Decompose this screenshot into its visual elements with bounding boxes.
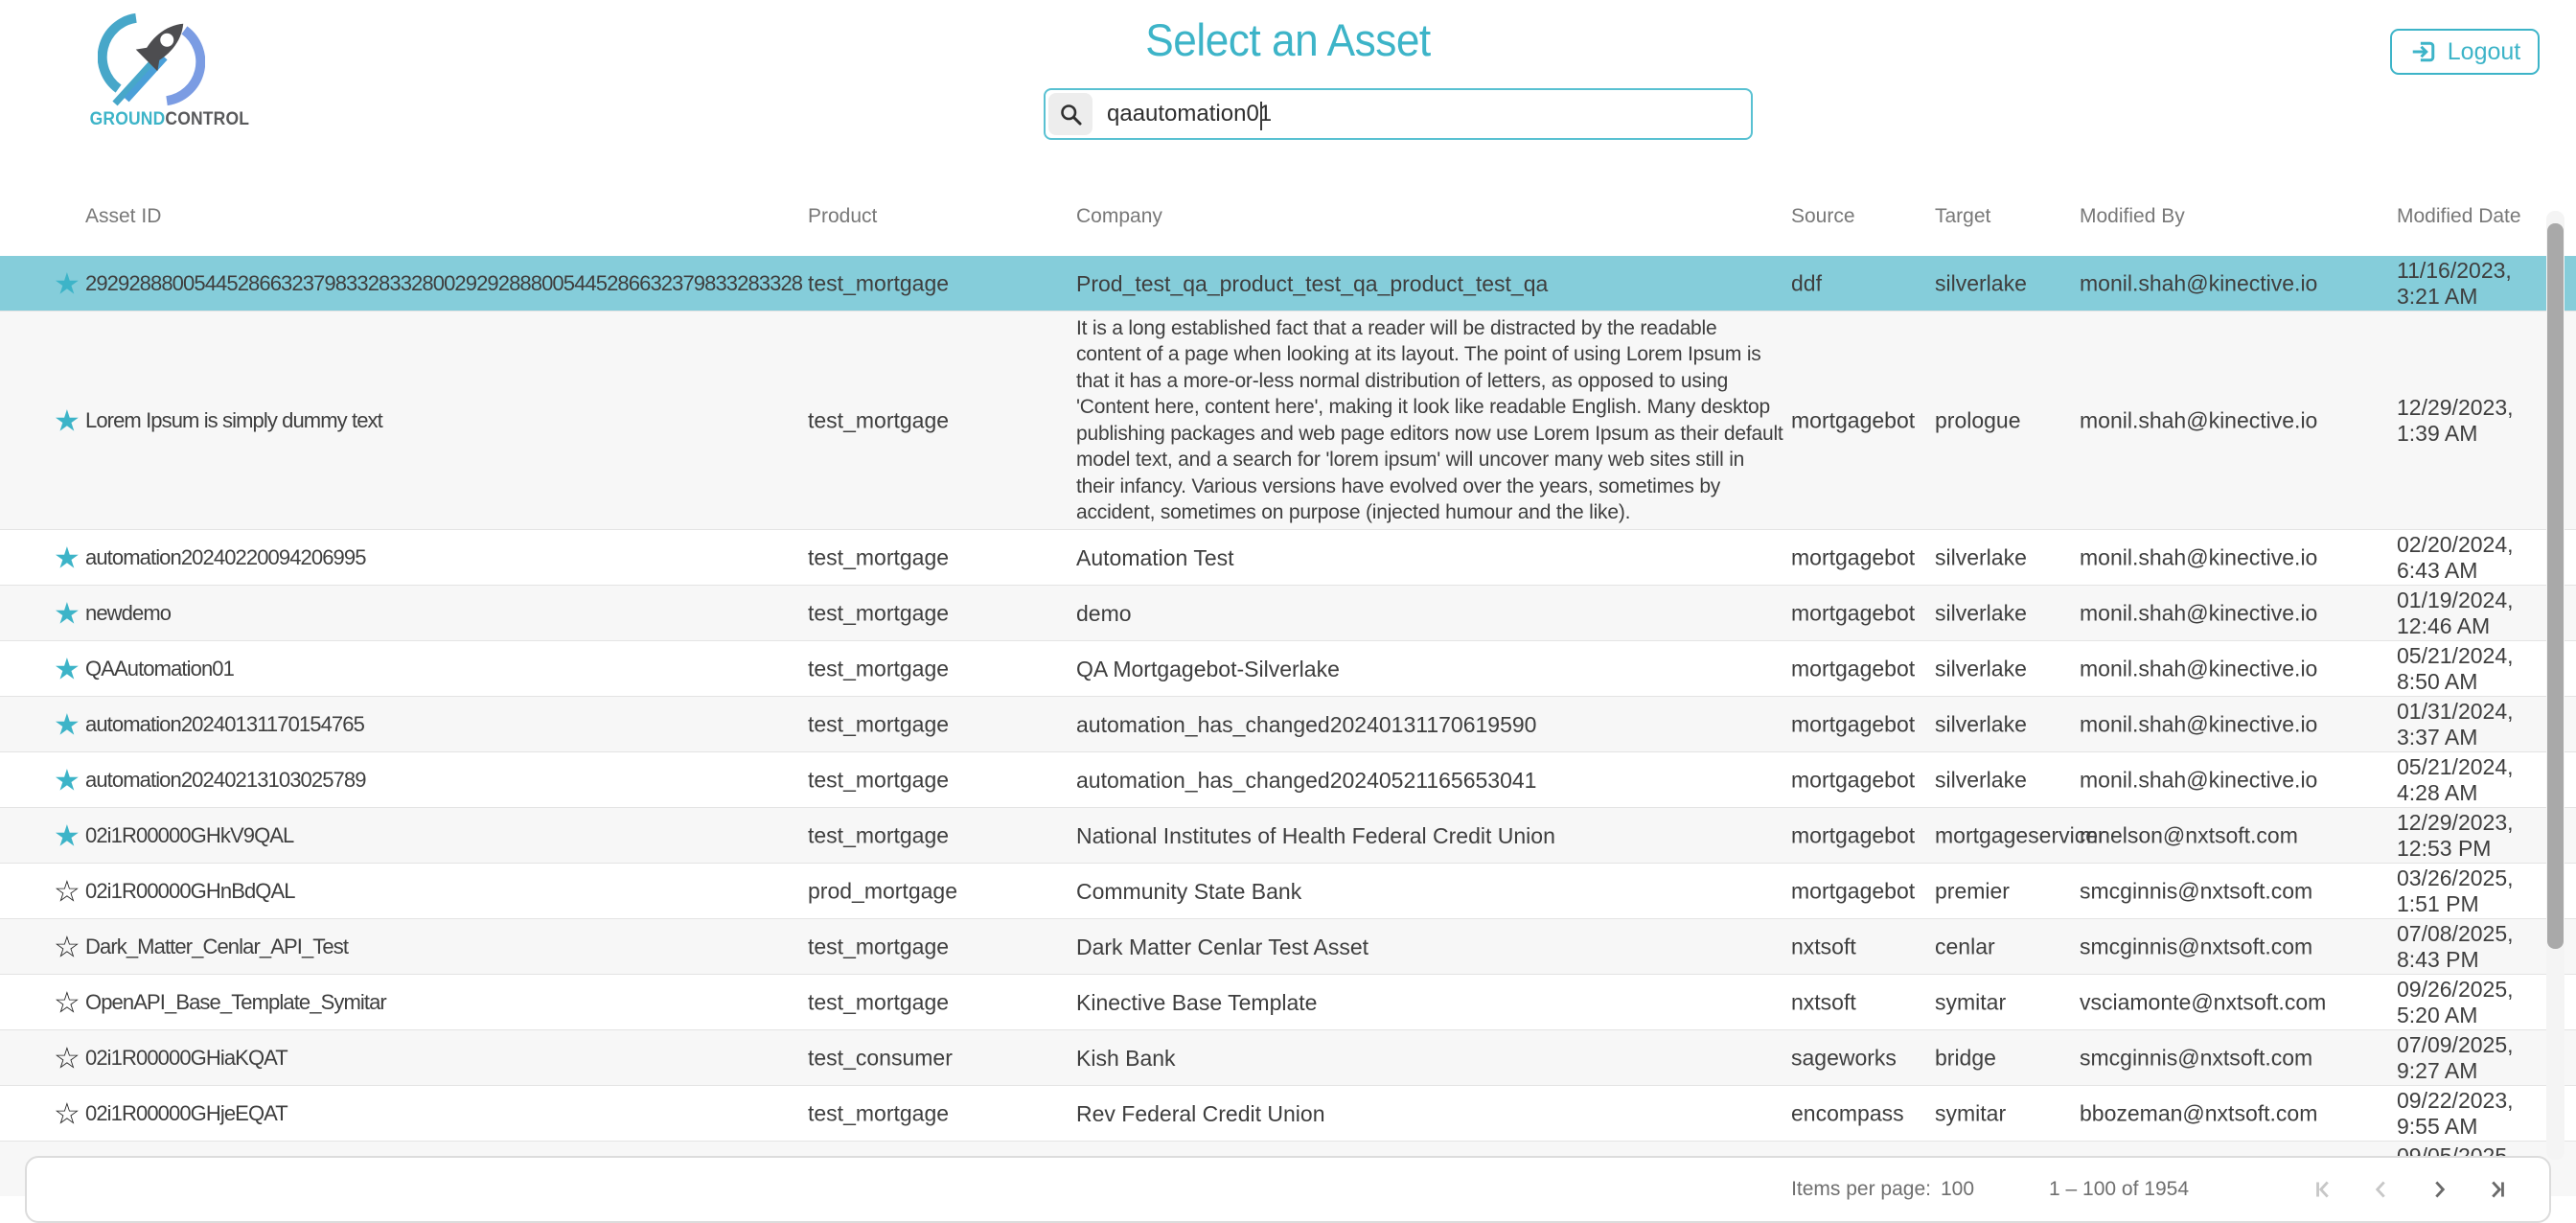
cell-modified_date: 11/16/2023, 3:21 AM — [2397, 257, 2512, 309]
favorite-star-filled-icon[interactable]: ★ — [54, 819, 80, 852]
asset-search-box — [1044, 88, 1753, 140]
favorite-star-outline-icon[interactable]: ☆ — [54, 874, 80, 908]
last-page-button[interactable] — [2482, 1175, 2511, 1204]
table-row[interactable] — [0, 640, 2576, 696]
favorite-star-filled-icon[interactable]: ★ — [54, 652, 80, 685]
cell-target: symitar — [1935, 989, 2007, 1014]
column-header-target: Target — [1935, 205, 1991, 227]
cell-modified_by: monil.shah@kinective.io — [2080, 600, 2318, 625]
table-row[interactable] — [0, 529, 2576, 585]
cell-modified_by: smcginnis@nxtsoft.com — [2080, 878, 2313, 903]
cell-product: test_mortgage — [808, 407, 950, 432]
favorite-star-outline-icon[interactable]: ☆ — [54, 1041, 80, 1074]
cell-company: Community State Bank — [1076, 878, 1302, 904]
cell-company: Prod_test_qa_product_test_qa_product_test_qa — [1076, 270, 1549, 296]
chevron-right-icon — [2426, 1176, 2452, 1203]
cell-product: test_mortgage — [808, 656, 950, 681]
cell-source: mortgagebot — [1791, 878, 1916, 903]
cell-asset_id: QAAutomation01 — [85, 656, 234, 681]
cell-modified_by: monil.shah@kinective.io — [2080, 656, 2318, 681]
cell-asset_id: 292928880054452866323798332833280029292888005445286632379833283328 — [85, 270, 803, 295]
cell-product: test_mortgage — [808, 600, 950, 625]
table-row[interactable] — [0, 311, 2576, 529]
previous-page-button[interactable] — [2367, 1175, 2396, 1204]
cell-source: mortgagebot — [1791, 767, 1916, 792]
cell-product: test_mortgage — [808, 989, 950, 1014]
next-page-button[interactable] — [2425, 1175, 2453, 1204]
table-row[interactable] — [0, 807, 2576, 863]
cell-target: cenlar — [1935, 934, 1995, 958]
cell-target: silverlake — [1935, 767, 2027, 792]
cell-source: mortgagebot — [1791, 407, 1916, 432]
cell-asset_id: newdemo — [85, 600, 172, 625]
cell-source: nxtsoft — [1791, 934, 1856, 958]
logout-label: Logout — [2447, 37, 2521, 65]
cell-company: QA Mortgagebot-Silverlake — [1076, 656, 1340, 681]
cell-product: test_mortgage — [808, 934, 950, 958]
cell-asset_id: automation20240131170154765 — [85, 711, 364, 736]
asset-table-body — [0, 256, 2576, 1196]
cell-modified_by: bbozeman@nxtsoft.com — [2080, 1100, 2318, 1125]
table-row[interactable] — [0, 696, 2576, 751]
table-row[interactable] — [0, 974, 2576, 1029]
cell-asset_id: Lorem Ipsum is simply dummy text — [85, 407, 382, 432]
cell-target: silverlake — [1935, 544, 2027, 569]
cell-asset_id: automation20240220094206995 — [85, 544, 366, 569]
favorite-star-outline-icon[interactable]: ☆ — [54, 985, 80, 1019]
table-row[interactable] — [0, 585, 2576, 640]
cell-source: encompass — [1791, 1100, 1904, 1125]
cell-product: test_mortgage — [808, 711, 950, 736]
cell-target: premier — [1935, 878, 2010, 903]
cell-modified_date: 12/29/2023, 1:39 AM — [2397, 394, 2514, 446]
first-page-icon — [2311, 1176, 2337, 1203]
brand-wordmark — [89, 109, 250, 130]
text-cursor — [1260, 102, 1262, 130]
cell-source: mortgagebot — [1791, 600, 1916, 625]
cell-target: silverlake — [1935, 656, 2027, 681]
items-per-page-value[interactable]: 100 — [1940, 1178, 1975, 1200]
favorite-star-filled-icon[interactable]: ★ — [54, 596, 80, 630]
column-header-company: Company — [1076, 205, 1162, 227]
favorite-star-filled-icon[interactable]: ★ — [54, 763, 80, 796]
favorite-star-outline-icon[interactable]: ☆ — [54, 930, 80, 963]
brand-ground-label: GROUND — [89, 109, 166, 129]
cell-product: test_mortgage — [808, 822, 950, 847]
cell-modified_date: 07/08/2025, 8:43 PM — [2397, 920, 2514, 972]
cell-asset_id: 02i1R00000GHnBdQAL — [85, 878, 295, 903]
cell-asset_id: automation20240213103025789 — [85, 767, 366, 792]
favorite-star-filled-icon[interactable]: ★ — [54, 266, 80, 300]
favorite-star-filled-icon[interactable]: ★ — [54, 707, 80, 741]
search-input[interactable] — [1046, 90, 1751, 138]
column-header-modified_by: Modified By — [2080, 205, 2185, 227]
cell-company: Kinective Base Template — [1076, 989, 1318, 1015]
cell-product: test_mortgage — [808, 544, 950, 569]
cell-company: It is a long established fact that a reader will be distracted by the readable content of a page when looking at its layout. The point of using Lorem Ipsum is that it has a more-or-less normal distribution of letters, as opposed to using 'Content here, content here', making it look like readable English. Many desktop publishing packages and web page editors now use Lorem Ipsum as their default model text, and a search for 'lorem ipsum' will uncover many web sites still in their infancy. Various versions have evolved over the years, sometimes by accident, sometimes on purpose (injected humour and the like). — [1076, 316, 1783, 523]
cell-modified_date: 07/09/2025, 9:27 AM — [2397, 1031, 2514, 1083]
column-header-asset_id: Asset ID — [85, 205, 162, 227]
app-logo — [84, 12, 250, 130]
cell-modified_by: mnelson@nxtsoft.com — [2080, 822, 2298, 847]
favorite-star-outline-icon[interactable]: ☆ — [54, 1096, 80, 1130]
cell-company: Rev Federal Credit Union — [1076, 1100, 1325, 1126]
cell-product: test_mortgage — [808, 1100, 950, 1125]
cell-company: automation_has_changed20240521165653041 — [1076, 767, 1537, 793]
cell-modified_date: 09/22/2023, 9:55 AM — [2397, 1087, 2514, 1139]
favorite-star-filled-icon[interactable]: ★ — [54, 404, 80, 437]
cell-source: mortgagebot — [1791, 544, 1916, 569]
cell-modified_by: monil.shah@kinective.io — [2080, 544, 2318, 569]
cell-target: symitar — [1935, 1100, 2007, 1125]
groundcontrol-rocket-icon — [98, 12, 205, 107]
cell-target: mortgageservicer — [1935, 822, 2105, 847]
cell-source: mortgagebot — [1791, 711, 1916, 736]
logout-icon — [2409, 37, 2438, 66]
cell-asset_id: 02i1R00000GHjeEQAT — [85, 1100, 288, 1125]
cell-target: silverlake — [1935, 600, 2027, 625]
table-row[interactable] — [0, 1029, 2576, 1085]
page-title: Select an Asset — [1145, 14, 1431, 65]
asset-table-header — [0, 188, 2576, 245]
logout-button[interactable] — [2390, 29, 2540, 75]
cell-target: silverlake — [1935, 711, 2027, 736]
paginator-bar — [25, 1156, 2551, 1223]
cell-modified_date: 03/26/2025, 1:51 PM — [2397, 865, 2514, 916]
cell-target: bridge — [1935, 1045, 1996, 1070]
column-header-product: Product — [808, 205, 878, 227]
table-row[interactable] — [0, 256, 2576, 311]
cell-modified_by: smcginnis@nxtsoft.com — [2080, 934, 2313, 958]
cell-modified_by: monil.shah@kinective.io — [2080, 407, 2318, 432]
cell-company: demo — [1076, 600, 1132, 626]
cell-company: Automation Test — [1076, 544, 1234, 570]
cell-asset_id: 02i1R00000GHiaKQAT — [85, 1045, 288, 1070]
cell-modified_by: vsciamonte@nxtsoft.com — [2080, 989, 2327, 1014]
cell-modified_by: monil.shah@kinective.io — [2080, 711, 2318, 736]
cell-asset_id: OpenAPI_Base_Template_Symitar — [85, 989, 386, 1014]
cell-company: automation_has_changed20240131170619590 — [1076, 711, 1537, 737]
cell-source: mortgagebot — [1791, 822, 1916, 847]
cell-asset_id: 02i1R00000GHkV9QAL — [85, 822, 294, 847]
last-page-icon — [2483, 1176, 2510, 1203]
cell-modified_by: monil.shah@kinective.io — [2080, 767, 2318, 792]
cell-company: National Institutes of Health Federal Credit Union — [1076, 822, 1555, 848]
cell-modified_date: 01/19/2024, 12:46 AM — [2397, 587, 2514, 638]
cell-product: test_consumer — [808, 1045, 953, 1070]
cell-asset_id: Dark_Matter_Cenlar_API_Test — [85, 934, 349, 958]
column-header-source: Source — [1791, 205, 1855, 227]
table-row[interactable] — [0, 863, 2576, 918]
cell-target: prologue — [1935, 407, 2021, 432]
cell-target: silverlake — [1935, 270, 2027, 295]
cell-source: ddf — [1791, 270, 1822, 295]
vertical-scrollbar-thumb[interactable] — [2547, 223, 2564, 949]
favorite-star-filled-icon[interactable]: ★ — [54, 541, 80, 574]
cell-modified_date: 09/26/2025, 5:20 AM — [2397, 976, 2514, 1027]
cell-product: test_mortgage — [808, 767, 950, 792]
cell-modified_date: 12/29/2023, 12:53 PM — [2397, 809, 2514, 861]
cell-product: test_mortgage — [808, 270, 950, 295]
cell-product: prod_mortgage — [808, 878, 957, 903]
items-per-page-label: Items per page: — [1791, 1178, 1931, 1200]
cell-modified_by: smcginnis@nxtsoft.com — [2080, 1045, 2313, 1070]
brand-control-label: CONTROL — [165, 109, 250, 129]
cell-modified_date: 05/21/2024, 4:28 AM — [2397, 753, 2514, 805]
paginator-range-label: 1 – 100 of 1954 — [2049, 1178, 2189, 1200]
cell-company: Dark Matter Cenlar Test Asset — [1076, 934, 1369, 959]
first-page-button[interactable] — [2310, 1175, 2338, 1204]
chevron-left-icon — [2368, 1176, 2395, 1203]
cell-modified_date: 02/20/2024, 6:43 AM — [2397, 531, 2514, 583]
cell-source: nxtsoft — [1791, 989, 1856, 1014]
cell-modified_date: 01/31/2024, 3:37 AM — [2397, 698, 2514, 750]
column-header-modified_date: Modified Date — [2397, 205, 2521, 227]
cell-modified_by: monil.shah@kinective.io — [2080, 270, 2318, 295]
cell-source: sageworks — [1791, 1045, 1897, 1070]
table-row[interactable] — [0, 751, 2576, 807]
cell-source: mortgagebot — [1791, 656, 1916, 681]
cell-modified_date: 05/21/2024, 8:50 AM — [2397, 642, 2514, 694]
table-row[interactable] — [0, 1085, 2576, 1141]
table-row[interactable] — [0, 918, 2576, 974]
cell-company: Kish Bank — [1076, 1045, 1176, 1071]
